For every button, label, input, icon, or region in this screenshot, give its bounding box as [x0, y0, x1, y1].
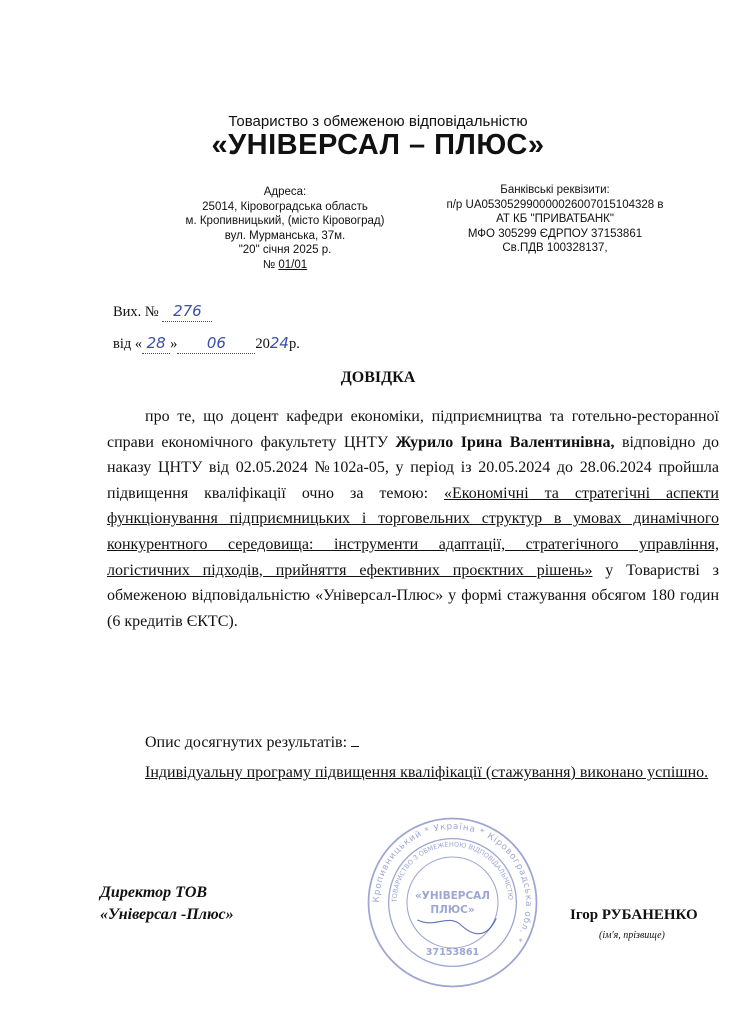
outgoing-number: Вих. № 276 — [113, 302, 212, 322]
stamp-inner-text: ТОВАРИСТВО З ОБМЕЖЕНОЮ ВІДПОВІДАЛЬНІСТЮ — [390, 840, 515, 903]
bank-line: МФО 305299 ЄДРПОУ 37153861 — [467, 227, 643, 240]
address-line: м. Кропивницький, (місто Кіровоград) — [185, 215, 385, 227]
address-line: 25014, Кіровоградська область — [202, 200, 368, 213]
registration-number: № 01/01 — [262, 258, 308, 271]
bank-details-block — [430, 183, 680, 256]
company-subtitle: Товариство з обмеженою відповідальністю — [228, 113, 528, 130]
address-line: "20" січня 2025 р. — [238, 244, 332, 256]
address-block — [160, 185, 410, 272]
results-value: Індивідуальну програму підвищення кваліфікації (стажування) виконано успішно. — [145, 764, 709, 781]
training-topic: «Економічні та стратегічні аспекти функціонування підприємницьких і торговельних структур в умовах динамічного конкурентного середовища: інструменти адаптації, стратегічного управління, логістичних підходів, прийняття ефективних проєктних рішень» — [107, 484, 719, 579]
company-name: «УНІВЕРСАЛ – ПЛЮС» — [211, 129, 545, 161]
stamp-center-line: «УНІВЕРСАЛ — [415, 890, 490, 902]
signer-name-hint: (ім'я, прізвище) — [599, 930, 665, 941]
signer-name: Ігор РУБАНЕНКО — [570, 907, 698, 923]
company-stamp — [365, 815, 540, 990]
stamp-center-line: ПЛЮС» — [430, 904, 475, 916]
certificate-body: про те, що доцент кафедри економіки, підприємництва та готельно-ресторанної справи економічного факультету ЦНТУ Журило Ірина Валентинівна, відповідно до наказу ЦНТУ від 02.05.2024 №102а-05, у період із 20.05.2024 до 28.06.2024 пройшла підвищення кваліфікації очно за темою: «Економічні та стратегічні аспекти функціонування підприємницьких і торговельних структур в умовах динамічного конкурентного середовища: інструменти адаптації, стратегічного управління, логістичних підходів, прийняття ефективних проєктних рішень» у Товаристві з обмеженою відповідальністю «Універсал-Плюс» у формі стажування обсягом 180 годин (6 кредитів ЄКТС). — [107, 408, 719, 630]
outgoing-date: від « 28 » 06 2024р. — [113, 334, 300, 352]
bank-line: Св.ПДВ 100328137, — [502, 242, 608, 254]
date-day: 28 — [146, 334, 166, 352]
handwritten-signature — [418, 918, 497, 933]
signatory-title: Директор ТОВ «Універсал -Плюс» — [100, 884, 234, 923]
bank-label: Банківські реквізити: — [500, 184, 610, 196]
stamp-code: 37153861 — [425, 947, 480, 958]
bank-line: АТ КБ "ПРИВАТБАНК" — [496, 213, 614, 225]
bank-line: п/р UA053052990000026007015104328 в — [446, 198, 664, 211]
address-label: Адреса: — [263, 186, 307, 198]
results-label: Опис досягнутих результатів: — [145, 734, 359, 752]
address-line: вул. Мурманська, 37м. — [224, 229, 346, 242]
outgoing-number-value: 276 — [162, 302, 212, 322]
date-year: 24 — [269, 334, 289, 352]
date-month: 06 — [206, 334, 226, 352]
stamp-outer-text: Кропивницький * Україна * Кіровоградська обл. * — [371, 821, 534, 945]
person-name: Журило Ірина Валентинівна, — [395, 433, 615, 451]
document-title: ДОВІДКА — [340, 369, 416, 386]
